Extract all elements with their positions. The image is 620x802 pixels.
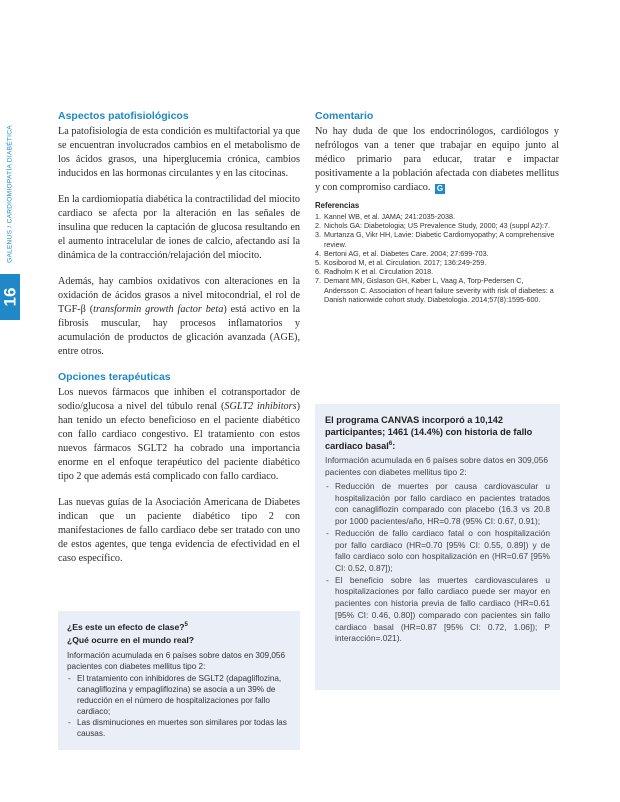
- box-question-1: ¿Es este un efecto de clase?$^5$: [67, 621, 188, 632]
- references: [315, 201, 559, 304]
- reference-item: 4. Bertoni AG, et al. Diabetes Care. 2004; 27:699-703.: [315, 248, 489, 258]
- page-number-tab: [0, 274, 20, 320]
- reference-item: 1. Kannel WB, et al. JAMA; 241:2035-2038.: [315, 212, 456, 221]
- reference-item: 7. Demant MN, Gislason GH, Køber L, Vaag A, Torp-Pedersen C, Andersson C. Association of heart failure severity with risk of diabetes: a Danish nationwide cohort study. Diabetologia. 2014;57(8):1595-600.: [315, 276, 554, 304]
- page-number: 16: [0, 287, 19, 307]
- list-item: - El tratamiento con inhibidores de SGLT2 (dapagliflozina, canagliflozina y empagliflozina) se asocia a un 39% de reducción en el número de hospitalizaciones por fallo cardiaco;: [67, 673, 291, 717]
- reference-item: 6. Radholm K et al. Circulation 2018.: [315, 267, 434, 277]
- list-item: - Reducción de fallo cardiaco fatal o con hospitalización por fallo cardiaco (HR=0.70 [95% CI: 0.55, 0.89]) y de fallo cardiaco solo con hospitalización en (HR=0.67 [95% CI: 0.52, 0.87]);: [325, 528, 550, 575]
- box-list: [67, 673, 291, 739]
- canvas-program-box: [315, 404, 560, 690]
- tgf-beta-term: transformin growth factor beta: [93, 304, 224, 315]
- section-title-therapeutic: Opciones terapéuticas: [58, 371, 171, 383]
- running-header-text: GALENUS / CARDIOMIOPATÍA DIABÉTICA: [6, 125, 14, 263]
- section-title-comment: Comentario: [315, 110, 374, 122]
- class-effect-box: [58, 611, 300, 750]
- sglt2-term: SGLT2 inhibitors: [224, 401, 297, 412]
- reference-item: 3. Murtanza G, Vikr HH, Lavie: Diabetic Cardiomyopathy; A comprehensive review.: [315, 230, 555, 249]
- running-header: [0, 104, 20, 284]
- left-column: [58, 110, 300, 577]
- paragraph-2: En la cardiomiopatía diabética la contractilidad del miocito cardiaco se afecta por la alteración en las señales de insulina que reducen la captación de glucosa resultando en el aumento intracelular de iones de calcio, afectando así la dinámica de la contracción/relajación del miocito.: [58, 194, 300, 261]
- box-intro: Información acumulada en 6 países sobre datos en 309,056 pacientes con diabetes mellitus tipo 2:: [67, 650, 286, 671]
- paragraph-3: Además, hay cambios oxidativos con alteraciones en la oxidación de ácidos grasos a nivel mitocondrial, el rol de TGF-β (transformin growth factor beta) está activo en la fibrosis muscular, hay procesos inflamatorios y acumulación de productos de glicación avanzada (AGE), entre otros.: [58, 276, 301, 357]
- paragraph-5: Las nuevas guías de la Asociación Americana de Diabetes indican que un paciente diabético tipo 2 con manifestaciones de fallo cardiaco debe ser tratado con uno de estos agentes, que tenga evidencia de efectividad en el caso específico.: [58, 497, 300, 564]
- references-list: [315, 212, 559, 304]
- references-title: Referencias: [315, 201, 360, 210]
- reference-item: 2. Nichols GA: Diabetologia; US Prevalence Study, 2000; 43 (suppl A2):7.: [315, 221, 550, 231]
- box-list: [325, 481, 550, 645]
- list-item: - Las disminuciones en muertes son similares por todas las causas.: [67, 717, 291, 739]
- paragraph-4: Los nuevos fármacos que inhiben el cotransportador de sodio/glucosa a nivel del túbulo renal (SGLT2 inhibitors) han tenido un efecto beneficioso en el paciente diabético con fallo cardiaco congestivo. El tratamiento con estos nuevos fármacos SGLT2 ha cobrado una importancia enorme en el enfoque terapéutico del paciente diabético tipo 2 que además está complicado con fallo cardiaco.: [58, 387, 300, 482]
- box-intro: Información acumulada en 6 países sobre datos en 309,056 pacientes con diabetes mellitus tipo 2:: [325, 455, 549, 477]
- section-title-pathophysiology: Aspectos patofisiológicos: [58, 110, 189, 122]
- end-mark-icon: G: [436, 184, 444, 193]
- list-item: - Reducción de muertes por causa cardiovascular u hospitalización por fallo cardiaco en pacientes tratados con canagliflozin comparado con placebo (16.3 vs 20.8 por 1000 pacientes/año, HR=0.78 (95% CI: 0.67, 0.91);: [325, 481, 550, 528]
- box-heading: El programa CANVAS incorporó a 10,142 participantes; 1461 (14.4%) con historia de fallo cardiaco basal$^6$:: [325, 415, 533, 452]
- list-item: - El beneficio sobre las muertes cardiovasculares u hospitalizaciones por fallo cardiaco puede ser mayor en pacientes con historia previa de fallo cardiaco (HR=0.61 [95% CI: 0.46, 0.80]) comparado con pacientes sin fallo cardiaco basal (HR=0.87 [95% CI: 0.72, 1.06]); P interacción=.021).: [325, 575, 550, 645]
- comment-paragraph: No hay duda de que los endocrinólogos, cardiólogos y nefrólogos van a tener que trabajar en equipo junto al médico primario para educar, tratar e impactar positivamente a la población afectada con diabetes mellitus y con compromiso cardiaco. G: [315, 126, 559, 193]
- paragraph-1: La patofisiología de esta condición es multifactorial ya que se encuentran involucrados cambios en el metabolismo de los ácidos grasos, una hiperglucemia crónica, cambios inducidos en las hormonas circulantes y en las citocinas.: [58, 126, 300, 179]
- right-column: [315, 110, 559, 304]
- box-question-2: ¿Qué ocurre en el mundo real?: [67, 634, 195, 645]
- reference-item: 5. Kosiborod M, et al. Circulation. 2017; 136:249-259.: [315, 258, 487, 268]
